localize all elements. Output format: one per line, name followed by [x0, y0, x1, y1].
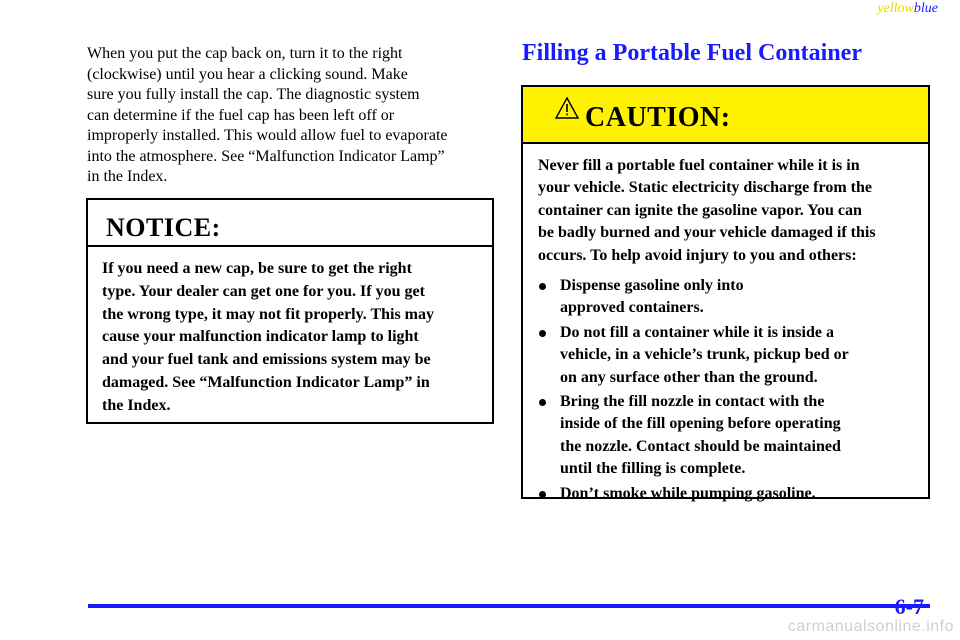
caution-body — [523, 144, 928, 505]
caution-bullet-list — [538, 275, 918, 505]
watermark: carmanualsonline.info — [787, 618, 954, 635]
paragraph-line: can determine if the fuel cap has been left off or — [87, 106, 395, 124]
caution-line: occurs. To help avoid injury to you and others: — [538, 246, 857, 264]
tag-blue: blue — [913, 1, 938, 16]
paragraph-line: sure you fully install the cap. The diagnostic system — [87, 86, 420, 103]
notice-line: type. Your dealer can get one for you. If you get — [102, 282, 425, 300]
section-title: Filling a Portable Fuel Container — [522, 40, 862, 66]
bullet-dot-icon — [539, 283, 546, 290]
notice-line: the wrong type, it may not fit properly. This may — [102, 305, 435, 323]
notice-line: cause your malfunction indicator lamp to light — [102, 328, 419, 346]
bullet-line: Dispense gasoline only into — [560, 277, 744, 295]
paragraph-line: improperly installed. This would allow fuel to evaporate — [87, 127, 448, 144]
bullet-line: Don’t smoke while pumping gasoline. — [560, 484, 816, 502]
bullet-item — [538, 322, 918, 389]
bullet-line: inside of the fill opening before operating — [560, 415, 841, 433]
paragraph-line: When you put the cap back on, turn it to the right — [87, 45, 403, 62]
warning-triangle-icon — [555, 97, 579, 124]
paragraph-line: in the Index. — [87, 168, 168, 185]
caution-line: your vehicle. Static electricity discharge from the — [538, 179, 872, 197]
caution-line: Never fill a portable fuel container while it is in — [538, 157, 860, 174]
caution-header — [523, 87, 928, 144]
footer-rule — [88, 604, 930, 608]
caution-title: CAUTION: — [585, 102, 731, 133]
bullet-item — [538, 275, 918, 320]
bullet-item — [538, 391, 918, 481]
bullet-line: vehicle, in a vehicle’s trunk, pickup bed or — [560, 346, 849, 364]
bullet-line: until the filling is complete. — [560, 460, 746, 478]
bullet-line: approved containers. — [560, 299, 704, 317]
bullet-line: Bring the fill nozzle in contact with the — [560, 393, 825, 411]
bullet-item — [538, 483, 918, 505]
bullet-dot-icon — [539, 330, 546, 337]
bullet-line: on any surface other than the ground. — [560, 368, 818, 386]
notice-title: NOTICE: — [88, 200, 492, 247]
caution-box — [521, 85, 930, 502]
notice-line: If you need a new cap, be sure to get the right — [102, 260, 412, 277]
bullet-dot-icon — [539, 399, 546, 406]
bullet-dot-icon — [539, 491, 546, 498]
bullet-line: the nozzle. Contact should be maintained — [560, 437, 841, 455]
paragraph-line: (clockwise) until you hear a clicking sound. Make — [87, 65, 408, 83]
notice-box — [86, 198, 494, 424]
notice-line: and your fuel tank and emissions system may be — [102, 351, 431, 369]
tag-yellow: yellow — [877, 1, 914, 16]
notice-line: the Index. — [102, 396, 171, 414]
notice-body — [88, 247, 492, 418]
bullet-line: Do not fill a container while it is inside a — [560, 323, 834, 341]
page-color-tags — [877, 1, 938, 17]
notice-line: damaged. See “Malfunction Indicator Lamp” in — [102, 373, 430, 391]
page-number: 6-7 — [894, 594, 924, 619]
caution-line: container can ignite the gasoline vapor. You can — [538, 201, 862, 219]
fuel-cap-paragraph — [87, 44, 492, 188]
paragraph-line: into the atmosphere. See “Malfunction Indicator Lamp” — [87, 147, 445, 165]
caution-line: be badly burned and your vehicle damaged if this — [538, 224, 876, 242]
